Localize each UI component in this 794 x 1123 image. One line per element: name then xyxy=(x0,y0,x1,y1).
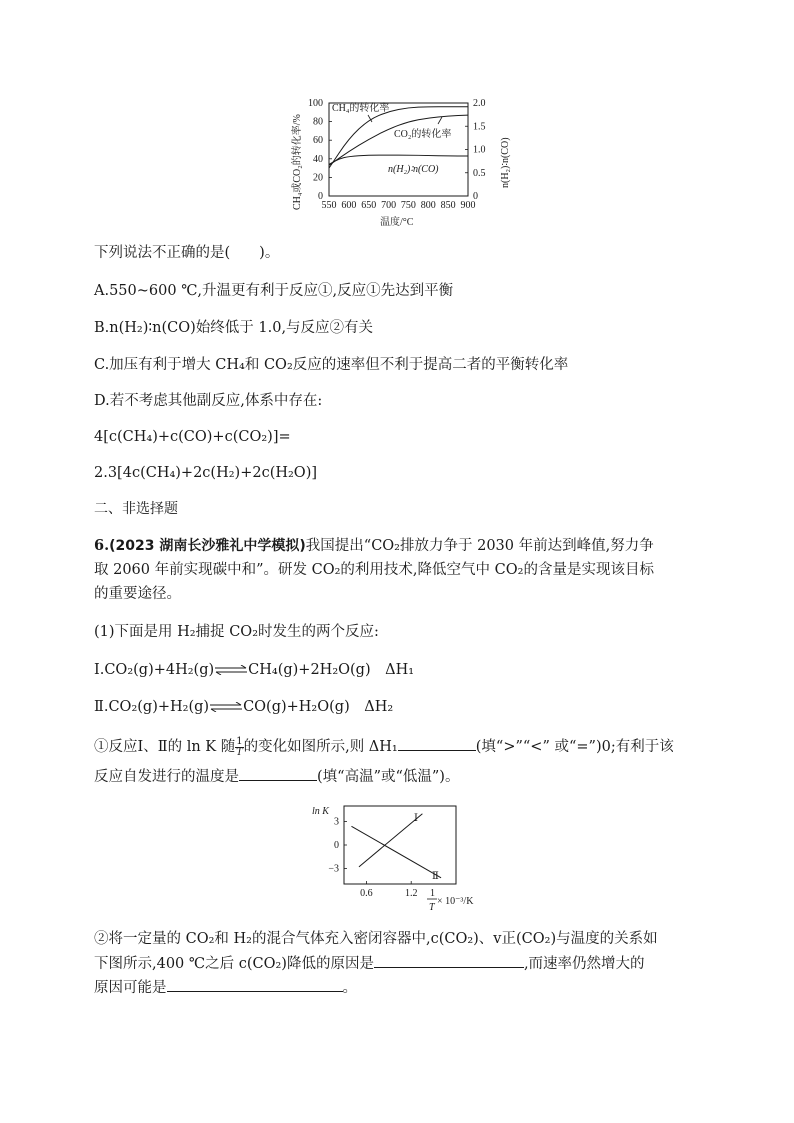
equilibrium-arrows-icon xyxy=(214,665,248,675)
reaction-1-products: CH₄(g)+2H₂O(g) ΔH₁ xyxy=(248,662,415,678)
q6-line-3: 的重要途径。 xyxy=(94,586,181,602)
chart1-left-ticks xyxy=(308,98,332,202)
chart1-left-tick-label: 0 xyxy=(318,191,323,202)
option-c: C.加压有利于增大 CH₄和 CO₂反应的速率但不利于提高二者的平衡转化率 xyxy=(94,357,569,373)
sub2-line3-text-b: 。 xyxy=(342,980,357,996)
lnk-vs-inverse-t-chart xyxy=(310,800,490,916)
reaction-2 xyxy=(94,697,393,717)
sub-question-1-line-1 xyxy=(94,736,674,758)
q6-line-2: 取 2060 年前实现碳中和”。研发 CO₂的利用技术,降低空气中 CO₂的含量是实现该目标 xyxy=(94,562,654,578)
answer-blank-temperature[interactable] xyxy=(239,766,317,781)
chart1-x-tick-label: 800 xyxy=(420,200,436,211)
chart1-left-tick-label: 80 xyxy=(313,116,323,128)
equilibrium-arrows-icon xyxy=(209,702,243,712)
sub1-line2-text-a: 反应自发进行的温度是 xyxy=(94,769,239,785)
chart1-left-axis-label: CH₄或CO₂的转化率/% xyxy=(292,114,303,210)
q6-line-1 xyxy=(94,536,654,556)
chart1-right-tick-label: 0 xyxy=(473,191,478,202)
chart2-x-label-denominator: T xyxy=(429,902,435,913)
chart1-right-tick-label: 1.0 xyxy=(473,144,486,156)
chart2-plot-frame xyxy=(344,806,456,884)
chart2-y-axis-label: ln K xyxy=(312,806,329,817)
chart2-series xyxy=(351,814,441,878)
q6-part-1: (1)下面是用 H₂捕捉 CO₂时发生的两个反应: xyxy=(94,624,379,640)
answer-blank-reason-2[interactable] xyxy=(167,977,343,992)
co2-conversion-line xyxy=(329,115,468,165)
conversion-rate-chart xyxy=(286,92,516,230)
chart1-left-tick-label: 60 xyxy=(313,135,323,147)
ch4-series-label: CH₄的转化率 xyxy=(332,103,390,114)
chart1-right-tick-label: 1.5 xyxy=(473,121,486,133)
chart1-x-tick-label: 700 xyxy=(381,200,397,211)
h2-co-ratio-line xyxy=(329,155,468,164)
reaction-2-products: CO(g)+H₂O(g) ΔH₂ xyxy=(243,699,394,715)
chart1-plot-frame xyxy=(329,103,468,196)
lnk-line-reaction-1 xyxy=(359,814,422,867)
q6-line-1-text: 我国提出“CO₂排放力争于 2030 年前达到峰值,努力争 xyxy=(305,538,654,554)
reaction-2-reactants: Ⅱ.CO₂(g)+H₂(g) xyxy=(94,699,210,715)
reaction-1-reactants: Ⅰ.CO₂(g)+4H₂(g) xyxy=(94,662,215,678)
chart1-x-ticks xyxy=(322,200,476,211)
sub2-line2-text-a: 下图所示,400 ℃之后 c(CO₂)降低的原因是 xyxy=(94,956,374,972)
chart2-line-label-1: Ⅰ xyxy=(414,813,418,824)
chart1-x-tick-label: 550 xyxy=(321,200,337,211)
answer-blank-sign[interactable] xyxy=(398,736,476,751)
question-stem: 下列说法不正确的是( )。 xyxy=(94,245,280,261)
q6-number: 6. xyxy=(94,537,110,554)
chart2-y-tick-label: 0 xyxy=(334,840,339,851)
option-d-equation-2: 2.3[4c(CH₄)+2c(H₂)+2c(H₂O)] xyxy=(94,465,318,481)
sub-question-2-line-3 xyxy=(94,977,357,998)
sub2-line3-text-a: 原因可能是 xyxy=(94,980,167,996)
sub1-line2-text-b: (填“高温”或“低温”)。 xyxy=(317,769,460,785)
chart1-x-tick-label: 650 xyxy=(361,200,377,211)
option-d-equation-1: 4[c(CH₄)+c(CO)+c(CO₂)]= xyxy=(94,429,291,445)
sub-question-2-line-1: ②将一定量的 CO₂和 H₂的混合气体充入密闭容器中,c(CO₂)、v正(CO₂)与温度的关系如 xyxy=(94,931,658,947)
chart1-x-axis-label: 温度/°C xyxy=(380,217,414,228)
chart1-right-tick-label: 2.0 xyxy=(473,98,486,109)
answer-blank-reason-1[interactable] xyxy=(374,953,524,968)
chart2-line-label-2: Ⅱ xyxy=(432,871,439,882)
sub1-text-b: 的变化如图所示,则 ΔH₁ xyxy=(243,739,398,755)
chart1-right-tick-label: 0.5 xyxy=(473,167,486,179)
chart2-x-tick-label: 0.6 xyxy=(360,888,373,899)
sub1-text-a: ①反应Ⅰ、Ⅱ的 ln K 随 xyxy=(94,739,236,755)
option-a: A.550~600 ℃,升温更有利于反应①,反应①先达到平衡 xyxy=(94,283,454,299)
co2-series-label: CO₂的转化率 xyxy=(394,129,452,140)
co2-label-leader xyxy=(438,117,442,124)
chart2-y-tick-label: −3 xyxy=(328,863,339,875)
sub-question-1-line-2 xyxy=(94,766,459,787)
chart2-x-tick-label: 1.2 xyxy=(404,888,418,899)
sub1-text-c: (填“>”“<” 或“=”)0;有利于该 xyxy=(475,739,674,755)
ratio-series-label: n(H₂)∶n(CO) xyxy=(388,164,439,175)
sub2-line2-text-b: ,而速率仍然增大的 xyxy=(523,956,645,972)
chart1-x-tick-label: 900 xyxy=(460,200,476,211)
q6-source: (2023 湖南长沙雅礼中学模拟) xyxy=(109,538,306,554)
chart2-y-tick-label: 3 xyxy=(334,816,339,828)
option-b: B.n(H₂)∶n(CO)始终低于 1.0,与反应②有关 xyxy=(94,320,374,336)
chart1-left-tick-label: 20 xyxy=(313,172,323,184)
chart2-x-label-numerator: 1 xyxy=(430,888,435,899)
chart1-left-tick-label: 40 xyxy=(313,153,323,165)
chart1-x-tick-label: 850 xyxy=(440,200,456,211)
chart2-x-label-suffix: × 10⁻³/K xyxy=(437,896,474,907)
section-heading: 二、非选择题 xyxy=(94,501,178,517)
sub-question-2-line-2 xyxy=(94,953,645,974)
chart1-x-tick-label: 750 xyxy=(400,200,416,211)
lnk-line-reaction-2 xyxy=(351,826,441,877)
reaction-1 xyxy=(94,660,414,680)
fraction-denominator: T xyxy=(236,746,243,758)
option-d: D.若不考虑其他副反应,体系中存在: xyxy=(94,393,323,409)
chart1-x-tick-label: 600 xyxy=(341,200,357,211)
chart1-right-axis-label: n(H₂)∶n(CO) xyxy=(500,137,511,188)
inverse-t-fraction xyxy=(235,737,243,758)
fraction-numerator: 1 xyxy=(236,735,243,747)
chart1-left-tick-label: 100 xyxy=(308,98,323,109)
